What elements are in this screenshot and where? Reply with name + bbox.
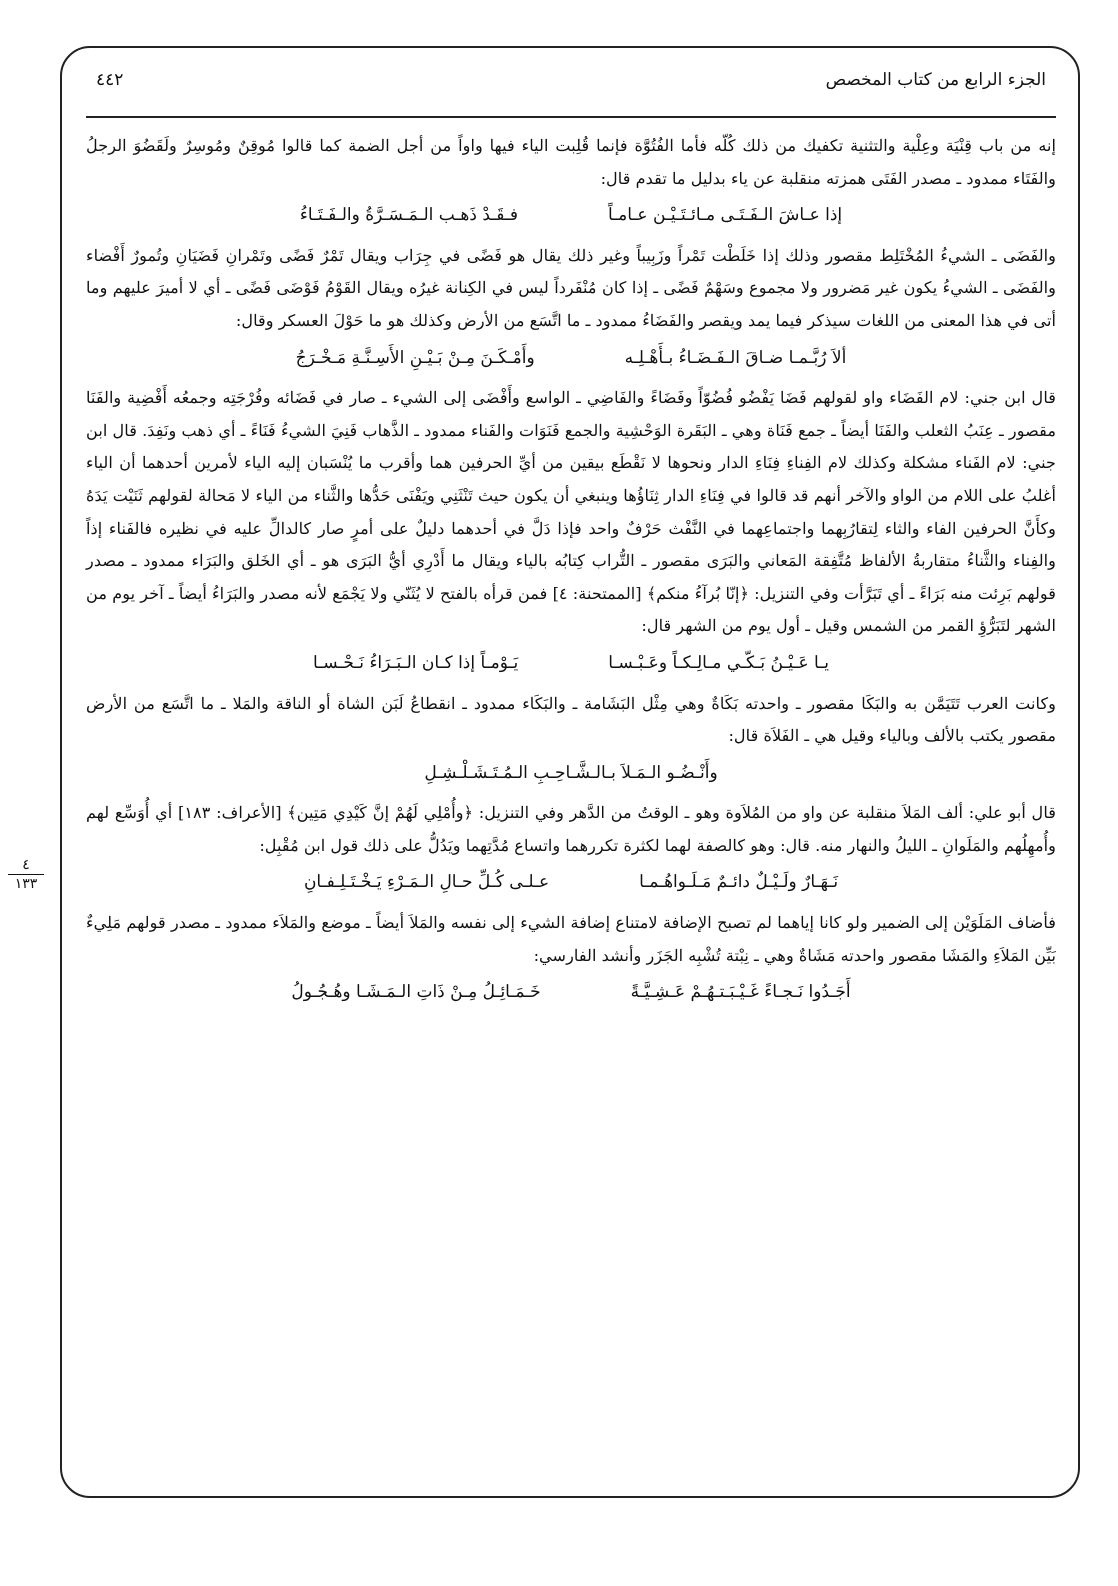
paragraph: والفَضَى ـ الشيءُ المُخْتَلِط مقصور وذلك إذا خَلَطْت تَمْراً وزَبِيباً وغير ذلك يقال هو فَضًى في جِرَاب ويقال تَمْرٌ فَضًى وتَمْرانِ فَضَيَانِ وتُمورٌ أَفْضاء والفَضَى ـ الشيءُ يكون غير مَضرور ولا مجموع وسَهْمٌ فَضًى ـ إذا كان مُنْفَرداً ليس في الكِنانة غيرُه ويقال القَوْمُ فَوْضَى فَضًى ـ أي لا أميرَ عليهم وما أتى في هذا المعنى من اللغات سيذكر فيما يمد ويقصر والفَضَاءُ ممدود ـ ما اتَّسَع من الأرض وكذلك هو ما حَوْلَ العسكر وقال: (86, 245, 1056, 330)
body-text (86, 130, 1056, 1017)
margin-marker (8, 858, 44, 891)
paragraph: قال أبو علي: ألف المَلاَ منقلبة عن واو من المُلاَوة وهو ـ الوقتُ من الدَّهر وفي التنزيل: ﴿وأُمْلِي لَهُمْ إنَّ كَيْدِي مَتِين﴾ [الأعراف: ١٨٣] أي أُوَسِّع لهم وأُمهِلُهم والمَلَوانِ ـ الليلُ والنهار منه. قال: وهو كالصفة لهما لكثرة تكررهما واتساع مُدَّتِهما ويَدُلُّ على ذلك قول ابن مُقْبِل: (86, 803, 1056, 855)
verse-first-hemistich: أَجَـدُوا نَـجـاءً غَـيْـبَـتـهُـمْ عَـشِـيَّـةً (630, 982, 851, 1003)
header-rule (86, 116, 1056, 118)
verse-first-hemistich: يـا عَـيْـنُ بَـكّـي مـالِـكـاً وعَـبْـسـا (608, 652, 829, 673)
verse-second-hemistich: خَـمَـائِـلُ مِـنْ ذَاتِ الـمَـشَـا وهُـجُـولُ (291, 982, 541, 1003)
verse-first-hemistich: ألاَ رُبَّـمـا ضـاقَ الـفَـضَـاءُ بـأَهْـلِـه (624, 347, 847, 368)
verse-line (86, 199, 1056, 232)
book-title: الجزء الرابع من كتاب المخصص (825, 70, 1046, 90)
paragraph: وكانت العرب تَتَيَمَّن به والبَكَا مقصور ـ واحدته بَكَاةٌ وهي مِثْل البَشَامة ـ والبَكَاء ممدود ـ انقطاعُ لَبَن الشاة أو الناقة والمَلا ـ ما اتَّسَع من الأرض مقصور يكتب بالألف وبالياء وقيل هي ـ الفَلاَة قال: (86, 693, 1056, 746)
verse-line (86, 647, 1056, 680)
verse-second-hemistich: عـلـى كُـلِّ حـالِ الـمَـرْءِ يَـخْـتَـلِـفـانِ (303, 872, 550, 893)
margin-marker-bottom: ١٣٣ (14, 876, 38, 892)
paragraph: قال ابن جني: لام الفَضَاء واو لقولهم فَضَا يَفْضُو فُضُوّاً وفَضَاءً والفَاضِي ـ الواسع وأَفْضَى إلى الشيء ـ صار في فَضَائه وفُرْجَتِه وجمعُه أَفْضِية والفَنَا مقصور ـ عِنَبُ الثعلب والفَنَا أيضاً ـ جمع فَنَاة وهي ـ البَقَرة الوَحْشِية والجمع فَنَوَات والفَناء ممدود ـ الذَّهاب فَنِيَ الشيءُ فَنَاءً ـ أي ذهب ونَفِدَ. قال ابن جني: لام الفَناء مشكلة وكذلك لام الفِناءِ فِنَاءِ الدار ونحوها لا نَقْطَع بيقين من أيِّ الحرفين هما وأقرب ما يُنْسَبان إليه الياء لأمرين أحدهما أن الياء أغلبُ على اللام من الواو والآخر أنهم قد قالوا في فِنَاءِ الدار ثِنَاؤُها وينبغي أن يكون حيث تَنْثَنِي ويَفْنَى حَدُّها والثَّناء من الياء لا مَحالة لقولهم ثَنَيْت يَدَهُ وكأَنَّ الحرفين الفاء والثاء لِتقارُبِهما واجتماعِهما في النَّفْث حَرْفٌ واحد فإذا دَلَّ في أحدهما دليلٌ على أمرٍ صار كالدالِّ عليه في نظيره فالفَناء إذاً والفِناء والثَّناءُ متقاربةُ الألفاظ مُتَّفِقة المَعاني والبَرَى مقصور ـ التُّراب كِتابُه بالياء ويقال ما أَدْرِي أيُّ البَرَى هو ـ أي الخَلق والبَرَاء ممدود ـ مصدر قولهم بَرِئت منه بَرَاءً ـ أي تَبَرَّأت وفي التنزيل: ﴿إنّا بُرآءُ منكم﴾ [الممتحنة: ٤] فمن قرأه بالفتح لا يُثَنّي ولا يَجْمَع لأنه مصدر والبَرَاءُ أيضاً ـ آخر يوم من الشهر لتَبَرُّؤِ القمر من الشمس وقيل ـ أول يوم من الشهر قال: (86, 388, 1056, 636)
page-header (96, 60, 1046, 100)
paragraph: فأضاف المَلَوَيْن إلى الضمير ولو كانا إياهما لم تصبح الإضافة لامتناع إضافة الشيء إلى نفسه والمَلاَ أيضاً ـ موضع والمَلاَء ممدود ـ مصدر قولهم مَلِيءٌ بَيِّن المَلاَءِ والمَشَا مقصور واحدته مَشَاةٌ وهي ـ نِبْتة تُشْبِه الجَزَر وأنشد الفارسي: (86, 913, 1056, 965)
verse-second-hemistich: يَـوْمـاً إذا كـان الـبَـرَاءُ نَـحْـسـا (313, 652, 519, 673)
verse-single: وأَنْـضُـو الـمَـلاَ بـالـشَّـاحِـبِ الـمُـتَـشَـلْـشِـلِ (424, 762, 718, 783)
verse-first-hemistich: نَـهَـارٌ ولَـيْـلٌ دائـمٌ مَـلَـواهُـمـا (639, 872, 839, 893)
verse-first-hemistich: إذا عـاشَ الـفَـتَـى مـائـتَـيْـن عـامـاً (608, 205, 843, 226)
paragraph: إنه من باب قِنْيَة وعِلْية والتثنية تكفيك من ذلك كُلّه فأما الفُتُوَّة فإنما قُلِبت الياء فيها واواً من أجل الضمة كما قالوا مُوقِنٌ ومُوسِرٌ ولَقَضُوَ الرجلُ والفَتَاء ممدود ـ مصدر الفَتَى همزته منقلبة عن ياء بدليل ما تقدم قال: (86, 136, 1056, 188)
page-number: ٤٤٢ (96, 70, 124, 90)
verse-line (86, 757, 1056, 790)
verse-line (86, 342, 1056, 375)
verse-second-hemistich: وأَمْـكَـنَ مِـنْ بَـيْـنِ الأَسِـنَّـةِ مَـخْـرَجُ (295, 347, 535, 368)
verse-second-hemistich: فـقَـدْ ذَهـب الـمَـسَـرَّةُ والـفَـتَـاءُ (299, 205, 518, 226)
verse-line (86, 866, 1056, 899)
margin-marker-top: ٤ (22, 857, 30, 873)
verse-line (86, 976, 1056, 1009)
margin-marker-line (8, 874, 44, 875)
